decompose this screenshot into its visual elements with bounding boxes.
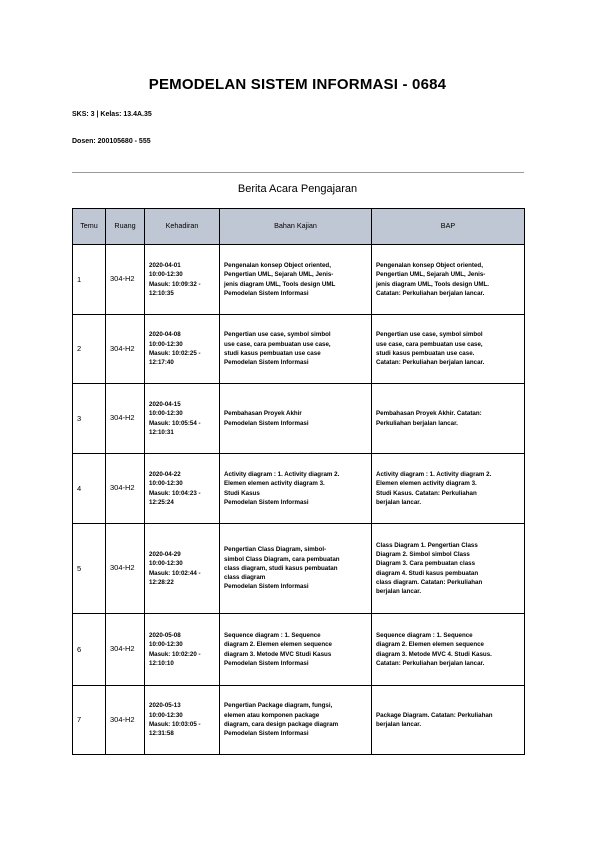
cell-line: Perkuliahan berjalan lancar. — [376, 419, 458, 427]
cell-line: diagram 2. Elemen elemen sequence — [224, 641, 332, 649]
cell-line: elemen atau komponen package — [224, 711, 320, 719]
table-row — [73, 686, 525, 755]
cell-line: diagram 4. Studi kasus pembuatan — [376, 569, 479, 577]
cell-bap — [372, 315, 525, 384]
course-info: SKS: 3 | Kelas: 13.4A.35 — [72, 111, 152, 118]
lecturer-info: Dosen: 200105680 - 555 — [72, 138, 151, 145]
cell-line: 12:10:10 — [149, 659, 174, 667]
cell-line: berjalan lancar. — [376, 498, 422, 506]
cell-line: Masuk: 10:04:23 - — [149, 489, 201, 497]
table-header-row — [73, 209, 525, 245]
cell-bahan-kajian — [220, 686, 372, 755]
table-row — [73, 245, 525, 315]
cell-bap — [372, 524, 525, 614]
header-temu: Temu — [73, 209, 106, 245]
cell-bahan-kajian — [220, 245, 372, 315]
cell-line: Masuk: 10:02:25 - — [149, 350, 201, 357]
cell-line: Pengertian Package diagram, fungsi, — [224, 702, 333, 710]
cell-kehadiran — [145, 524, 220, 614]
cell-line: 12:28:22 — [149, 578, 174, 586]
cell-line: 2020-05-08 — [149, 631, 181, 639]
cell-line: jenis diagram UML, Tools design UML. — [376, 280, 489, 288]
cell-line: 10:00-12:30 — [149, 711, 183, 719]
cell-line: Catatan: Perkuliahan berjalan lancar. — [376, 659, 485, 667]
cell-line: class diagram. Catatan: Perkuliahan — [376, 578, 483, 586]
cell-line: use case, cara pembuatan use case, — [224, 340, 331, 348]
cell-line: Pengertian UML, Sejarah UML, Jenis- — [224, 271, 334, 279]
header-ruang: Ruang — [106, 209, 145, 245]
cell-line: 12:25:24 — [149, 498, 174, 506]
cell-line: Catatan: Perkuliahan berjalan lancar. — [376, 289, 485, 297]
cell-line: Sequence diagram : 1. Sequence — [376, 631, 473, 639]
cell-line: Sequence diagram : 1. Sequence — [224, 631, 321, 639]
cell-line: Pemodelan Sistem Informasi — [224, 419, 309, 427]
cell-line: 12:10:35 — [149, 289, 174, 297]
cell-ruang: 304-H2 — [106, 524, 145, 614]
divider — [72, 172, 524, 173]
cell-line: 10:00-12:30 — [149, 641, 183, 649]
cell-line: diagram, cara design package diagram — [224, 721, 339, 728]
cell-line: berjalan lancar. — [376, 588, 422, 596]
cell-line: studi kasus pembuatan use case. — [376, 350, 475, 357]
cell-line: Masuk: 10:05:54 - — [149, 419, 201, 427]
cell-line: Elemen elemen activity diagram 3. — [376, 480, 477, 488]
cell-line: 2020-04-08 — [149, 331, 181, 339]
cell-temu: 1 — [73, 245, 106, 315]
cell-line: 2020-04-29 — [149, 550, 181, 558]
cell-ruang: 304-H2 — [106, 245, 145, 315]
cell-line: Pemodelan Sistem Informasi — [224, 659, 309, 667]
cell-line: Class Diagram 1. Pengertian Class — [376, 541, 478, 549]
cell-line: Diagram 2. Simbol simbol Class — [376, 550, 470, 558]
cell-line: Masuk: 10:02:44 - — [149, 569, 201, 577]
cell-line: Pengertian UML, Sejarah UML, Jenis- — [376, 271, 486, 279]
cell-line: 2020-04-01 — [149, 261, 181, 269]
cell-line: Pemodelan Sistem Informasi — [224, 730, 309, 738]
table-row — [73, 384, 525, 454]
cell-line: Masuk: 10:02:20 - — [149, 650, 201, 658]
cell-line: Pengenalan konsep Object oriented, — [224, 261, 331, 269]
cell-line: Pembahasan Proyek Akhir — [224, 410, 302, 418]
cell-ruang: 304-H2 — [106, 384, 145, 454]
cell-line: berjalan lancar. — [376, 721, 422, 728]
cell-bahan-kajian — [220, 384, 372, 454]
cell-kehadiran — [145, 614, 220, 686]
header-bahan-kajian: Bahan Kajian — [220, 209, 372, 245]
cell-bahan-kajian — [220, 315, 372, 384]
cell-line: 2020-04-22 — [149, 470, 181, 478]
cell-temu: 6 — [73, 614, 106, 686]
cell-line: Pengertian Class Diagram, simbol- — [224, 546, 327, 554]
cell-temu: 2 — [73, 315, 106, 384]
cell-line: 2020-04-15 — [149, 400, 181, 408]
cell-line: Elemen elemen activity diagram 3. — [224, 480, 325, 488]
cell-line: Masuk: 10:03:05 - — [149, 721, 201, 728]
cell-kehadiran — [145, 454, 220, 524]
cell-line: Package Diagram. Catatan: Perkuliahan — [376, 711, 493, 719]
cell-line: Studi Kasus. Catatan: Perkuliahan — [376, 489, 477, 497]
table-row — [73, 315, 525, 384]
cell-line: diagram 3. Metode MVC 4. Studi Kasus. — [376, 650, 492, 658]
cell-ruang: 304-H2 — [106, 315, 145, 384]
cell-line: jenis diagram UML, Tools design UML — [224, 280, 336, 288]
cell-bahan-kajian — [220, 614, 372, 686]
cell-line: 10:00-12:30 — [149, 410, 183, 418]
cell-bap — [372, 686, 525, 755]
cell-line: Activity diagram : 1. Activity diagram 2. — [224, 470, 340, 478]
cell-bap — [372, 384, 525, 454]
cell-line: class diagram, studi kasus pembuatan — [224, 564, 338, 572]
section-title: Berita Acara Pengajaran — [237, 183, 358, 195]
table-row — [73, 454, 525, 524]
cell-line: Catatan: Perkuliahan berjalan lancar. — [376, 359, 485, 367]
cell-line: 10:00-12:30 — [149, 560, 183, 568]
cell-temu: 7 — [73, 686, 106, 755]
cell-line: 10:00-12:30 — [149, 480, 183, 488]
cell-bap — [372, 454, 525, 524]
cell-ruang: 304-H2 — [106, 686, 145, 755]
cell-line: class diagram — [224, 574, 266, 582]
cell-line: Masuk: 10:09:32 - — [149, 280, 201, 288]
cell-bap — [372, 245, 525, 315]
cell-line: Studi Kasus — [224, 489, 260, 497]
header-kehadiran: Kehadiran — [145, 209, 220, 245]
header-bap: BAP — [372, 209, 525, 245]
cell-line: Pengertian use case, symbol simbol — [224, 331, 331, 339]
cell-line: diagram 3. Metode MVC Studi Kasus — [224, 650, 332, 658]
cell-line: Pemodelan Sistem Informasi — [224, 583, 309, 591]
cell-line: 12:31:58 — [149, 730, 174, 738]
cell-line: Pengenalan konsep Object oriented, — [376, 261, 483, 269]
document-title: PEMODELAN SISTEM INFORMASI - 0684 — [148, 76, 447, 93]
cell-line: Pengertian use case, symbol simbol — [376, 331, 483, 339]
cell-kehadiran — [145, 315, 220, 384]
cell-line: use case, cara pembuatan use case, — [376, 340, 483, 348]
cell-ruang: 304-H2 — [106, 614, 145, 686]
cell-line: simbol Class Diagram, cara pembuatan — [224, 555, 340, 563]
bap-table — [72, 208, 525, 755]
cell-line: Pemodelan Sistem Informasi — [224, 498, 309, 506]
cell-line: Activity diagram : 1. Activity diagram 2. — [376, 470, 492, 478]
cell-temu: 3 — [73, 384, 106, 454]
cell-temu: 4 — [73, 454, 106, 524]
table-row — [73, 614, 525, 686]
cell-ruang: 304-H2 — [106, 454, 145, 524]
cell-kehadiran — [145, 686, 220, 755]
cell-line: studi kasus pembuatan use case — [224, 350, 321, 357]
cell-kehadiran — [145, 245, 220, 315]
cell-bahan-kajian — [220, 454, 372, 524]
cell-line: Pemodelan Sistem Informasi — [224, 289, 309, 297]
cell-kehadiran — [145, 384, 220, 454]
cell-temu: 5 — [73, 524, 106, 614]
cell-bahan-kajian — [220, 524, 372, 614]
cell-line: 12:10:31 — [149, 428, 174, 436]
table-row — [73, 524, 525, 614]
cell-line: diagram 2. Elemen elemen sequence — [376, 641, 484, 649]
cell-line: 10:00-12:30 — [149, 271, 183, 279]
cell-line: Pemodelan Sistem Informasi — [224, 359, 309, 367]
cell-line: 10:00-12:30 — [149, 340, 183, 348]
cell-bap — [372, 614, 525, 686]
cell-line: Pembahasan Proyek Akhir. Catatan: — [376, 410, 482, 418]
cell-line: 2020-05-13 — [149, 702, 181, 710]
cell-line: Diagram 3. Cara pembuatan class — [376, 560, 476, 568]
cell-line: 12:17:40 — [149, 359, 174, 367]
